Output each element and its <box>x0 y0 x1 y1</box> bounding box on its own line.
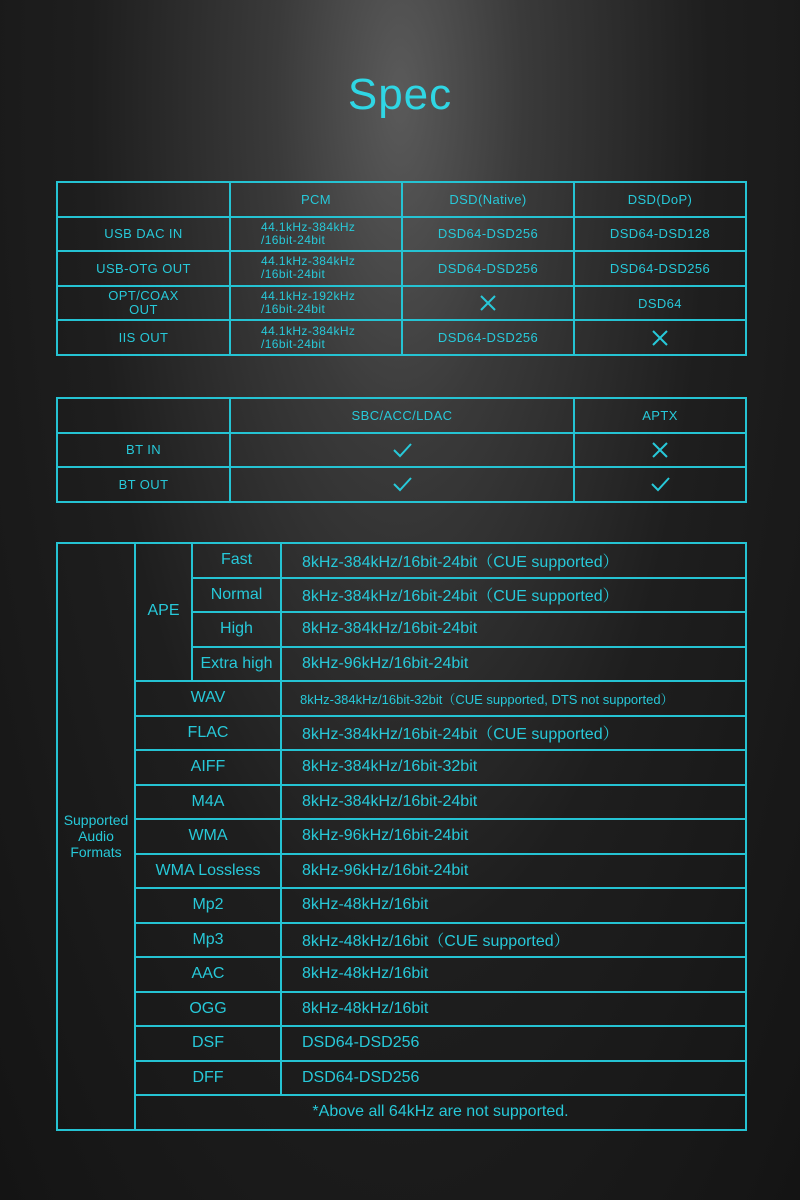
dsd-native-value: DSD64-DSD256 <box>402 251 574 286</box>
format-value: 8kHz-48kHz/16bit <box>281 992 746 1027</box>
table-row <box>57 785 746 820</box>
table-row <box>57 251 746 286</box>
format-name: Mp2 <box>135 888 281 923</box>
table-row <box>57 1061 746 1096</box>
table-row <box>57 467 746 502</box>
row-label: BT OUT <box>57 467 230 502</box>
table-row <box>57 854 746 889</box>
header-aptx: APTX <box>574 398 746 433</box>
dsd-dop-value <box>574 320 746 355</box>
format-name: DFF <box>135 1061 281 1096</box>
format-name: WAV <box>135 681 281 716</box>
table-row <box>57 888 746 923</box>
header-pcm: PCM <box>230 182 402 217</box>
pcm-value: 44.1kHz-192kHz /16bit-24bit <box>230 286 402 321</box>
ape-mode: High <box>192 612 281 647</box>
format-value: 8kHz-96kHz/16bit-24bit <box>281 854 746 889</box>
ape-mode: Fast <box>192 543 281 578</box>
format-value: DSD64-DSD256 <box>281 1026 746 1061</box>
table-row <box>57 681 746 716</box>
cross-icon <box>650 328 670 348</box>
ape-mode: Normal <box>192 578 281 613</box>
format-value: 8kHz-96kHz/16bit-24bit <box>281 819 746 854</box>
format-name: Mp3 <box>135 923 281 958</box>
dac-spec-table <box>56 181 747 356</box>
sbc-value <box>230 467 574 502</box>
format-value: 8kHz-48kHz/16bit（CUE supported） <box>281 923 746 958</box>
table-row <box>57 320 746 355</box>
ape-label: APE <box>135 543 192 681</box>
check-icon <box>650 474 670 494</box>
table-row <box>57 992 746 1027</box>
format-name: M4A <box>135 785 281 820</box>
supported-audio-formats-label: Supported Audio Formats <box>57 543 135 1130</box>
table-header-row <box>57 182 746 217</box>
table-row <box>57 217 746 252</box>
table-header-row <box>57 398 746 433</box>
format-value: 8kHz-384kHz/16bit-24bit <box>281 612 746 647</box>
format-value: 8kHz-48kHz/16bit <box>281 957 746 992</box>
row-label: USB-OTG OUT <box>57 251 230 286</box>
dsd-native-value: DSD64-DSD256 <box>402 320 574 355</box>
row-label: IIS OUT <box>57 320 230 355</box>
format-value: 8kHz-384kHz/16bit-32bit <box>281 750 746 785</box>
dsd-native-value: DSD64-DSD256 <box>402 217 574 252</box>
format-name: DSF <box>135 1026 281 1061</box>
cross-icon <box>650 440 670 460</box>
format-name: OGG <box>135 992 281 1027</box>
header-empty-cell <box>57 182 230 217</box>
header-dsd-native: DSD(Native) <box>402 182 574 217</box>
format-name: AIFF <box>135 750 281 785</box>
format-value: 8kHz-96kHz/16bit-24bit <box>281 647 746 682</box>
format-value: 8kHz-384kHz/16bit-24bit（CUE supported） <box>281 578 746 613</box>
row-label: BT IN <box>57 433 230 468</box>
row-label: USB DAC IN <box>57 217 230 252</box>
pcm-value: 44.1kHz-384kHz /16bit-24bit <box>230 251 402 286</box>
format-value: 8kHz-384kHz/16bit-24bit <box>281 785 746 820</box>
format-value: 8kHz-384kHz/16bit-24bit（CUE supported） <box>281 716 746 751</box>
row-label: OPT/COAX OUT <box>57 286 230 321</box>
dsd-native-value <box>402 286 574 321</box>
footnote: *Above all 64kHz are not supported. <box>135 1095 746 1130</box>
pcm-value: 44.1kHz-384kHz /16bit-24bit <box>230 217 402 252</box>
header-dsd-dop: DSD(DoP) <box>574 182 746 217</box>
table-row <box>57 1026 746 1061</box>
audio-formats-table <box>56 542 747 1131</box>
format-value: DSD64-DSD256 <box>281 1061 746 1096</box>
table-row <box>57 286 746 321</box>
table-row <box>57 957 746 992</box>
table-row <box>57 543 746 578</box>
dsd-dop-value: DSD64 <box>574 286 746 321</box>
table-row <box>57 1095 746 1130</box>
table-row <box>57 750 746 785</box>
dsd-dop-value: DSD64-DSD256 <box>574 251 746 286</box>
check-icon <box>392 440 412 460</box>
format-name: FLAC <box>135 716 281 751</box>
cross-icon <box>478 293 498 313</box>
format-value: 8kHz-48kHz/16bit <box>281 888 746 923</box>
table-row <box>57 716 746 751</box>
header-empty-cell <box>57 398 230 433</box>
format-value: 8kHz-384kHz/16bit-24bit（CUE supported） <box>281 543 746 578</box>
table-row <box>57 433 746 468</box>
table-row <box>57 923 746 958</box>
format-name: WMA Lossless <box>135 854 281 889</box>
page-title: Spec <box>347 70 453 119</box>
dsd-dop-value: DSD64-DSD128 <box>574 217 746 252</box>
aptx-value <box>574 433 746 468</box>
format-name: AAC <box>135 957 281 992</box>
sbc-value <box>230 433 574 468</box>
format-name: WMA <box>135 819 281 854</box>
table-row <box>57 819 746 854</box>
check-icon <box>392 474 412 494</box>
header-sbc: SBC/ACC/LDAC <box>230 398 574 433</box>
pcm-value: 44.1kHz-384kHz /16bit-24bit <box>230 320 402 355</box>
bluetooth-spec-table <box>56 397 747 503</box>
aptx-value <box>574 467 746 502</box>
ape-mode: Extra high <box>192 647 281 682</box>
format-value: 8kHz-384kHz/16bit-32bit（CUE supported, DTS not supported） <box>281 681 746 716</box>
